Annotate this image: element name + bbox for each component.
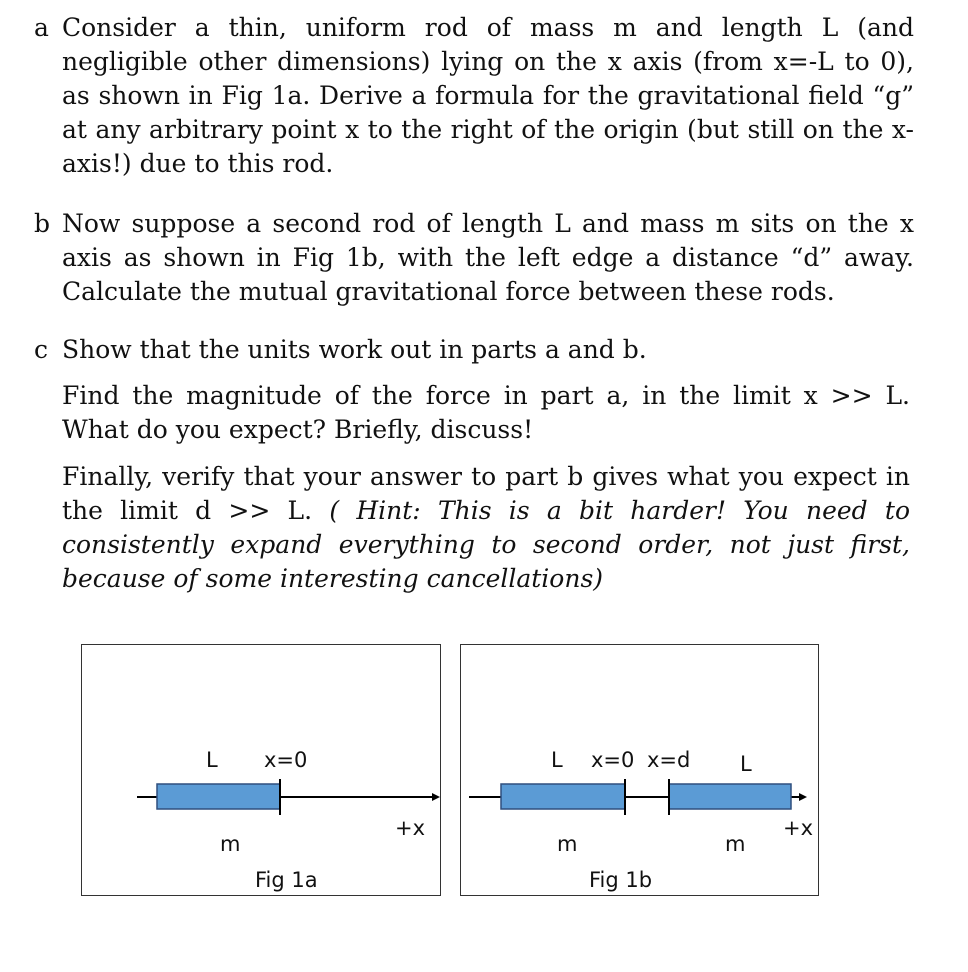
figure-1a-diagram <box>82 645 440 895</box>
rod-2-length-label: L <box>740 752 752 776</box>
part-b-marker: b <box>34 209 51 238</box>
part-a-marker: a <box>34 13 49 42</box>
hint-text: ( Hint: This is a bit harder! You need to consistently expand everything to second order, not just first, because of some interesting cancellations) <box>62 496 911 593</box>
part-c-limit-b <box>62 460 910 596</box>
x-axis-arrowhead <box>799 793 807 801</box>
origin-label: x=0 <box>591 748 635 772</box>
part-b <box>34 207 914 309</box>
x-axis-arrowhead <box>432 793 440 801</box>
rod <box>157 784 280 809</box>
part-c-limit-b-text: Finally, verify that your answer to part b gives what you expect in the limit d >> L. <box>62 462 910 525</box>
axis-label: +x <box>395 816 426 840</box>
figure-1b <box>460 644 819 896</box>
axis-label: +x <box>783 816 814 840</box>
rod-1 <box>501 784 625 809</box>
figure-1a <box>81 644 441 896</box>
mass-label: m <box>220 832 241 856</box>
figure-caption: Fig 1a <box>255 868 318 892</box>
part-c-marker: c <box>34 335 49 364</box>
part-a-text: Consider a thin, uniform rod of mass m and length L (and negligible other dimensions) lying on the x axis (from x=-L to 0), as shown in Fig 1a. Derive a formula for the gravitational field “g” at any arbitrary point x to the right of the origin (but still on the x-axis!) due to this rod. <box>62 13 914 178</box>
mass-2-label: m <box>725 832 746 856</box>
part-b-text: Now suppose a second rod of length L and mass m sits on the x axis as shown in Fig 1b, with the left edge a distance “d” away. Calculate the mutual gravitational force between these rods. <box>62 209 914 306</box>
part-a <box>34 11 914 181</box>
part-c-text: Show that the units work out in parts a and b. <box>62 335 647 364</box>
part-c-limit-a: Find the magnitude of the force in part a, in the limit x >> L. What do you expect? Briefly, discuss! <box>62 381 910 444</box>
origin-label: x=0 <box>264 748 308 772</box>
d-label: x=d <box>647 748 691 772</box>
rod-2 <box>669 784 791 809</box>
rod-1-length-label: L <box>551 748 563 772</box>
mass-1-label: m <box>557 832 578 856</box>
figure-1b-diagram <box>461 645 818 895</box>
part-c <box>34 333 914 367</box>
figure-caption: Fig 1b <box>589 868 653 892</box>
rod-length-label: L <box>206 748 218 772</box>
